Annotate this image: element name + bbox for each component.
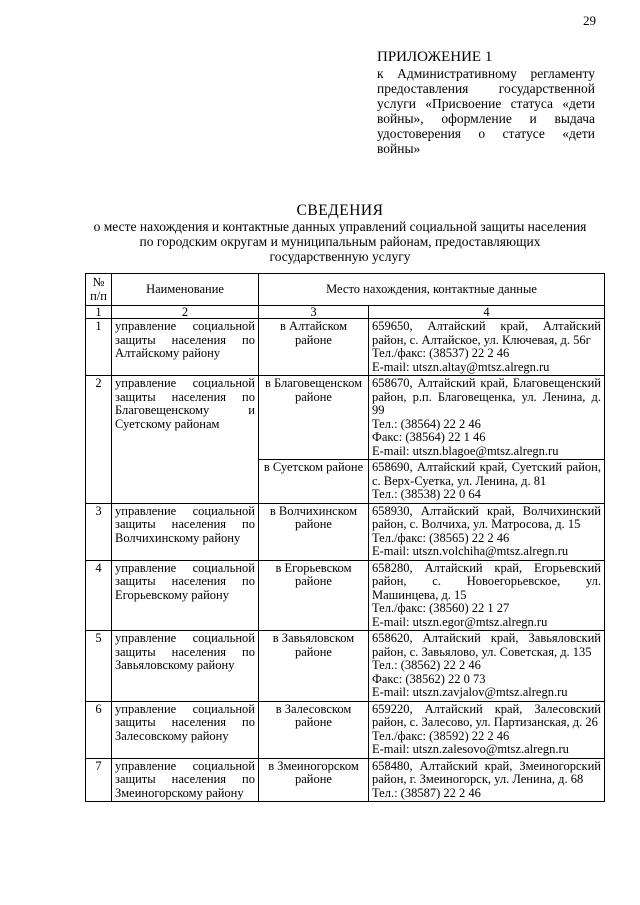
district-name: в Благовещенском районе	[259, 376, 369, 460]
district-name: в Алтайском районе	[259, 319, 369, 376]
row-number: 3	[86, 503, 112, 560]
contact-line: E-mail: utszn.blagoe@mtsz.alregn.ru	[372, 443, 559, 458]
contact-line: Тел.: (38562) 22 2 46	[372, 658, 481, 672]
address: 658620, Алтайский край, Завьяловский район, с. Завьялово, ул. Советская, д. 135	[372, 631, 601, 659]
table-row	[86, 758, 605, 802]
contact-line: Тел.: (38564) 22 2 46	[372, 416, 481, 431]
office-name: управление социальной защиты населения по Залесовскому району	[112, 701, 259, 758]
col-index-3: 3	[259, 306, 369, 319]
appendix-title: ПРИЛОЖЕНИЕ 1	[377, 49, 493, 65]
contact-line: Тел./факс: (38560) 22 1 27	[372, 601, 510, 615]
header-num: № п/п	[86, 274, 112, 306]
contact-line: E-mail: utszn.volchiha@mtsz.alregn.ru	[372, 544, 569, 558]
contact-line: Тел.: (38587) 22 2 46	[372, 785, 481, 800]
row-number: 2	[86, 376, 112, 504]
contact-line: Факс: (38562) 22 0 73	[372, 671, 486, 686]
district-name: в Суетском районе	[259, 460, 369, 504]
address: 658280, Алтайский край, Егорьевский район, с. Новоегорьевское, ул. Машинцева, д. 15	[372, 560, 601, 602]
district-name: в Волчихинском районе	[259, 503, 369, 560]
office-name: управление социальной защиты населения по Волчихинскому району	[112, 503, 259, 560]
address: 659220, Алтайский край, Залесовский район, с. Залесово, ул. Партизанская, д. 26	[372, 701, 601, 729]
document-heading	[90, 203, 590, 264]
contact-line: Факс: (38564) 22 1 46	[372, 430, 486, 444]
address: 659650, Алтайский край, Алтайский район, с. Алтайское, ул. Ключевая, д. 56г	[372, 319, 601, 347]
row-number: 5	[86, 631, 112, 702]
contact-line: Тел.: (38538) 22 0 64	[372, 487, 481, 501]
contact-details	[369, 701, 605, 758]
contact-line: Тел./факс: (38565) 22 2 46	[372, 530, 510, 545]
contact-line: Тел./факс: (38537) 22 2 46	[372, 346, 510, 360]
district-name: в Егорьевском районе	[259, 560, 369, 631]
row-number: 1	[86, 319, 112, 376]
address: 658670, Алтайский край, Благовещенский район, р.п. Благовещенка, ул. Ленина, д. 99	[372, 376, 601, 417]
contact-details	[369, 631, 605, 702]
appendix-text: к Административному регламенту предоставления государственной услуги «Присвоение статуса «дети войны», оформление и выдача удостоверения о статусе «дети войны»	[377, 66, 595, 156]
col-index-1: 1	[86, 306, 112, 319]
contact-details	[369, 376, 605, 460]
contact-line: E-mail: utszn.zavjalov@mtsz.alregn.ru	[372, 685, 568, 699]
contact-line: E-mail: utszn.altay@mtsz.alregn.ru	[372, 359, 550, 374]
address: 658690, Алтайский край, Суетский район, с. Верх-Суетка, ул. Ленина, д. 81	[372, 460, 601, 488]
header-name: Наименование	[112, 274, 259, 306]
district-name: в Завьяловском районе	[259, 631, 369, 702]
offices-table	[85, 273, 605, 802]
contact-line: E-mail: utszn.egor@mtsz.alregn.ru	[372, 614, 548, 629]
page-number: 29	[583, 13, 596, 28]
office-name: управление социальной защиты населения по Завьяловскому району	[112, 631, 259, 702]
office-name: управление социальной защиты населения по Благовещенскому и Суетскому районам	[112, 376, 259, 504]
table-row	[86, 560, 605, 631]
office-name: управление социальной защиты населения по Егорьевскому району	[112, 560, 259, 631]
contact-line: E-mail: utszn.zalesovo@mtsz.alregn.ru	[372, 742, 569, 756]
address: 658930, Алтайский край, Волчихинский район, с. Волчиха, ул. Матросова, д. 15	[372, 503, 601, 531]
table-row	[86, 503, 605, 560]
table-row	[86, 376, 605, 460]
col-index-4: 4	[369, 306, 605, 319]
address: 658480, Алтайский край, Змеиногорский район, г. Змеиногорск, ул. Ленина, д. 68	[372, 758, 601, 786]
col-index-2: 2	[112, 306, 259, 319]
row-number: 7	[86, 758, 112, 802]
table-row	[86, 631, 605, 702]
contact-details	[369, 503, 605, 560]
appendix-block	[377, 50, 595, 156]
table-row	[86, 319, 605, 376]
heading-title: СВЕДЕНИЯ	[296, 202, 384, 219]
contact-line: Тел./факс: (38592) 22 2 46	[372, 728, 510, 743]
office-name: управление социальной защиты населения по Змеиногорскому району	[112, 758, 259, 802]
contact-details	[369, 758, 605, 802]
row-number: 4	[86, 560, 112, 631]
table-row	[86, 701, 605, 758]
contact-details	[369, 319, 605, 376]
district-name: в Змеиногорском районе	[259, 758, 369, 802]
district-name: в Залесовском районе	[259, 701, 369, 758]
contact-details	[369, 560, 605, 631]
office-name: управление социальной защиты населения по Алтайскому району	[112, 319, 259, 376]
contact-details	[369, 460, 605, 504]
header-location: Место нахождения, контактные данные	[259, 274, 605, 306]
row-number: 6	[86, 701, 112, 758]
heading-subtitle: о месте нахождения и контактные данных управлений социальной защиты населения по городским округам и муниципальным районам, предоставляющих государственную услугу	[93, 219, 587, 264]
